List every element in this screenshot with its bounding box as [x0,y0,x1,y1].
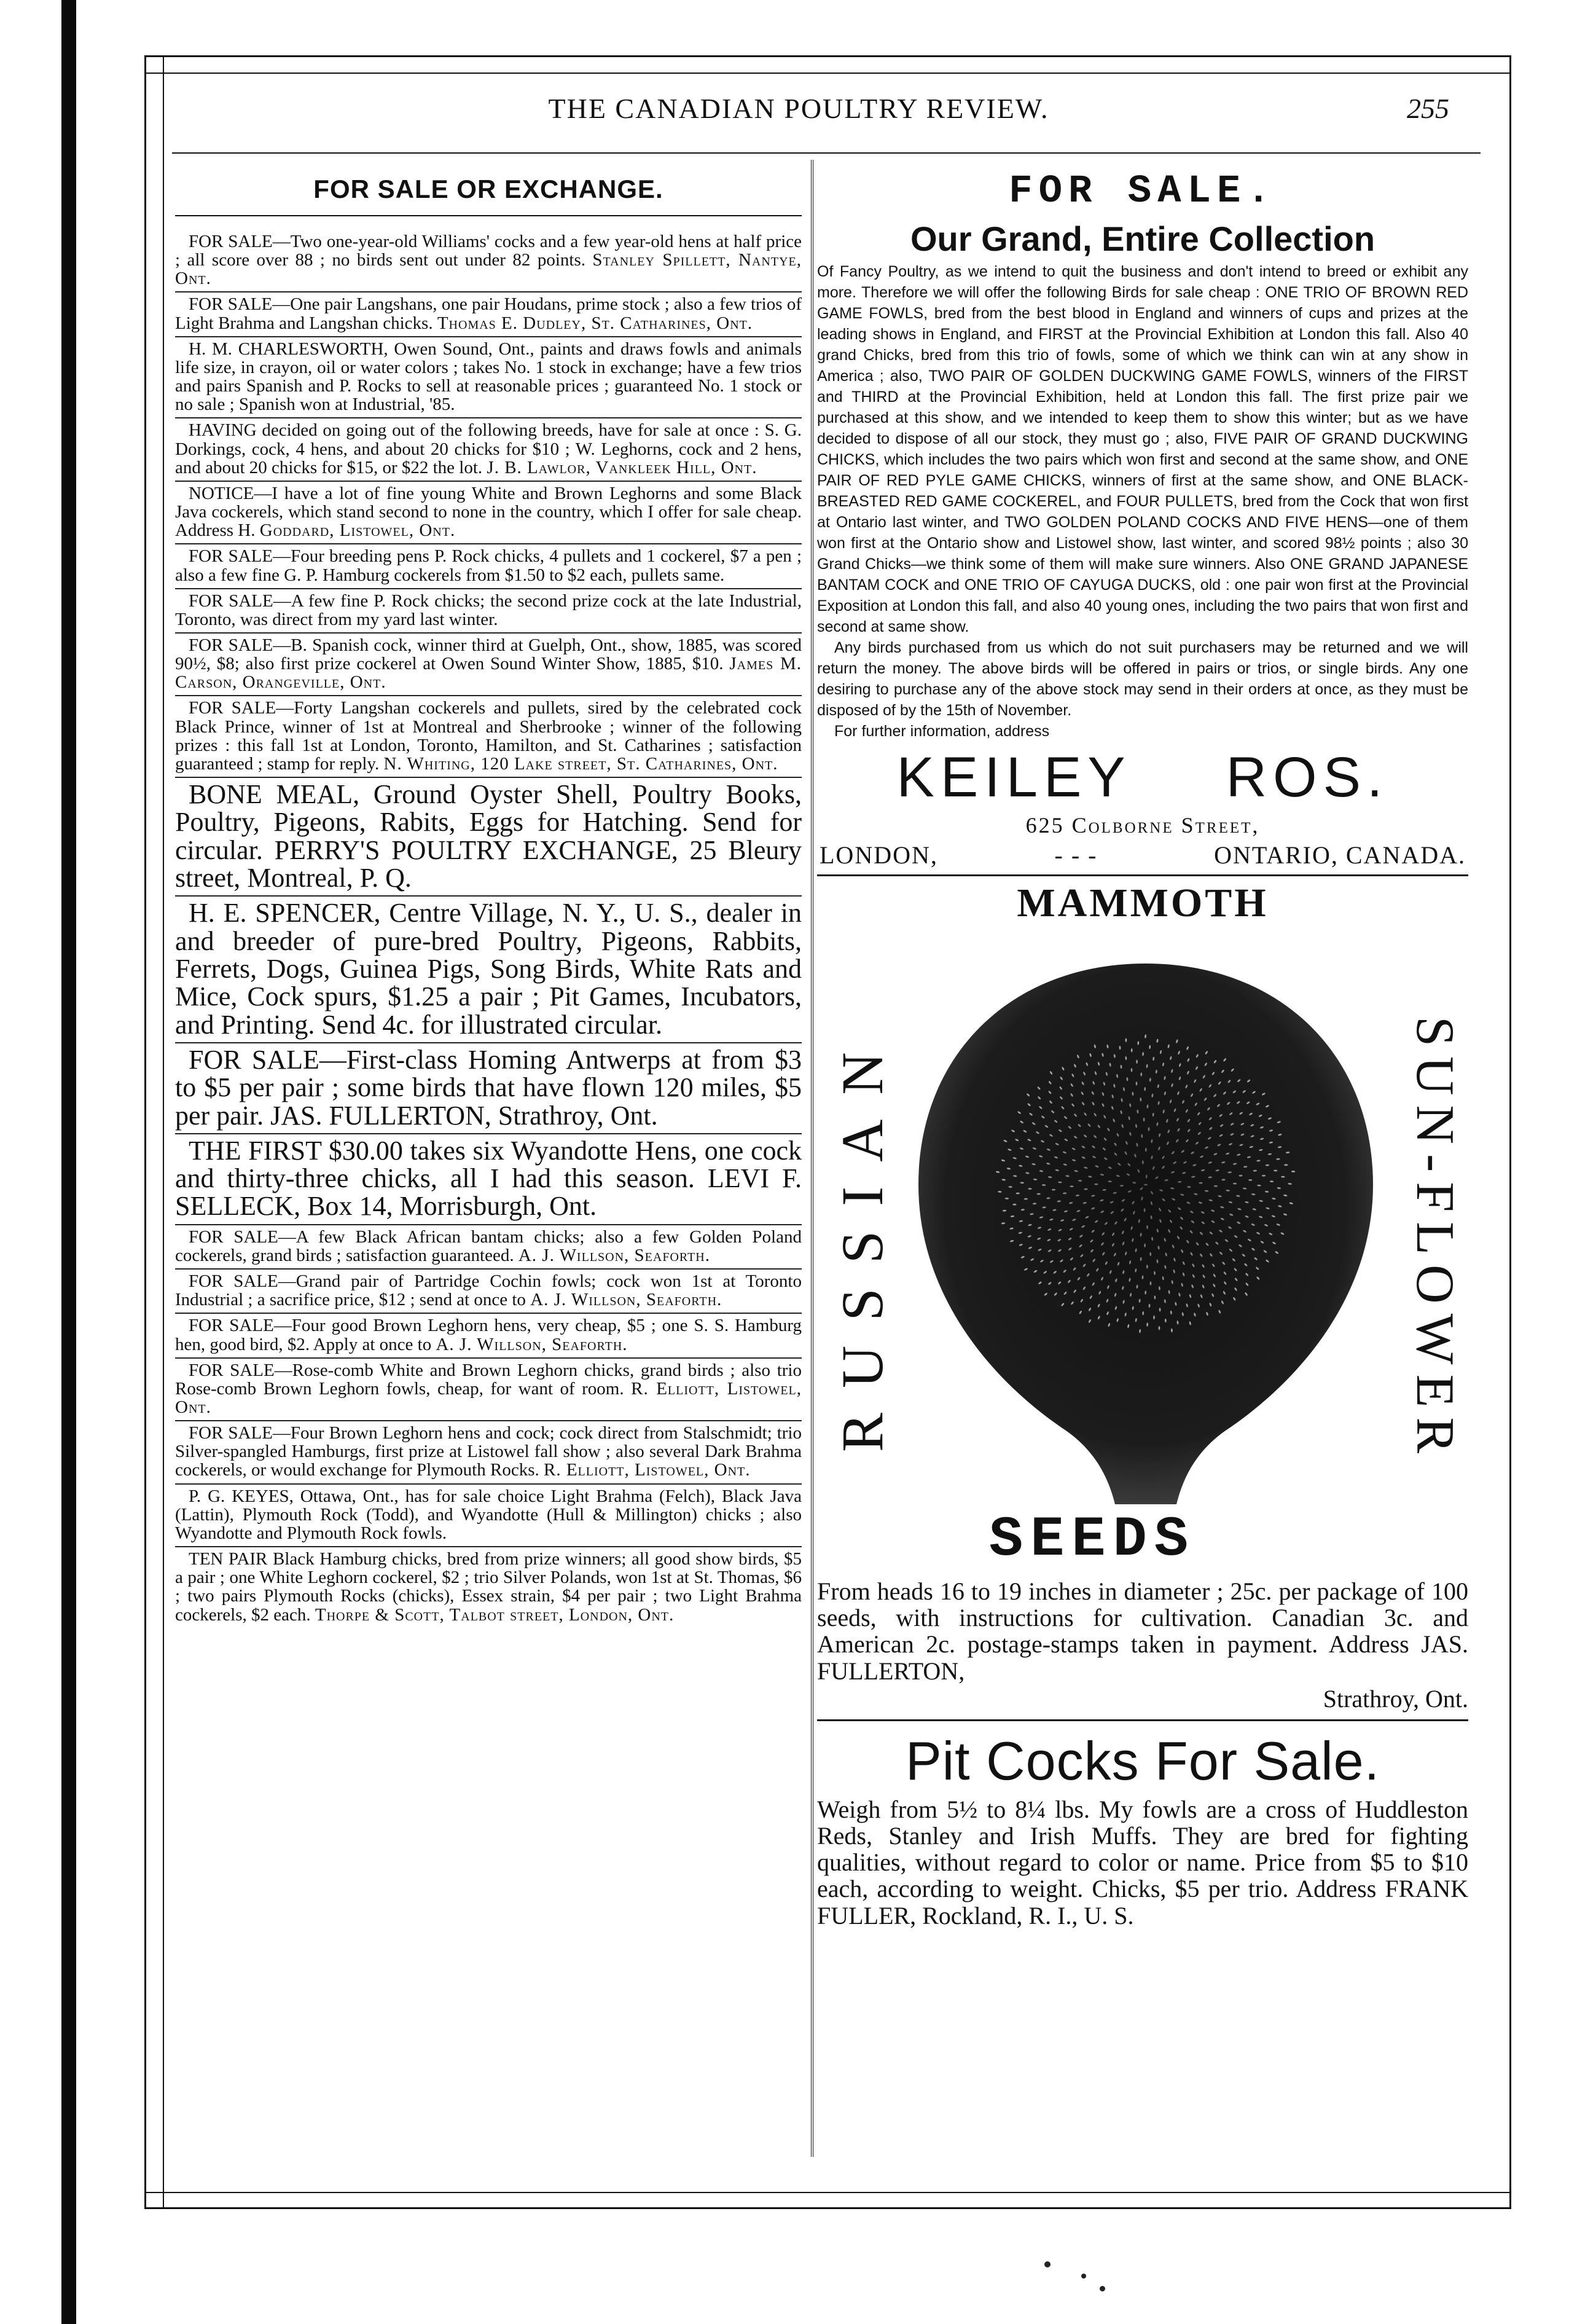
ad-text: H. M. CHARLESWORTH, Owen Sound, Ont., paints and draws fowls and animals life size, in crayon, oil or water colors ; takes No. 1 stock in exchange; have a few trios and pairs Spanish and P. Rocks to sell at reasonable prices ; guaranteed No. 1 stock or no sale ; Spanish won at Industrial, '85. [175,339,802,415]
seeds-ad-text: From heads 16 to 19 inches in diameter ; 25c. per package of 100 seeds, with instructions for cultivation. Canadian 3c. and American 2c. postage-stamps taken in payment. Address JAS. FULLERTON, [817,1577,1468,1685]
firm-province: ONTARIO, CANADA. [1214,841,1466,869]
classified-ad [175,336,802,418]
seeds-ad-signature: Strathroy, Ont. [1323,1684,1468,1713]
classified-ad [175,1042,802,1133]
ad-text: FOR SALE—Four breeding pens P. Rock chicks, 4 pullets and 1 cockerel, $7 a pen ; also a few fine G. P. Hamburg cockerels from $1.50 to $2 each, pullets same. [175,546,802,585]
classified-ad [175,230,802,291]
firm-city: LONDON, [820,841,938,869]
right-column-ads [817,166,1468,1929]
ad-text: FOR SALE—Rose-comb White and Brown Leghorn chicks, grand birds ; also trio Rose-comb Brown Leghorn fowls, cheap, for want of room. [175,1360,802,1399]
ad-signature: A. J. Willson, Seaforth. [518,1245,710,1265]
collection-body: Of Fancy Poultry, as we intend to quit the business and don't intend to breed or exhibit any more. Therefore we will offer the following Birds for sale cheap : ONE TRIO OF BROWN RED GAME FOWLS, bred from the best blood in England and winners of cups and prizes at the leading shows in England, and FIRST at the Provincial Exhibition at London this fall. Also 40 grand Chicks, bred from this trio of fowls, some of which we think can win at any show in America ; also, TWO PAIR OF GOLDEN DUCKWING GAME FOWLS, winners of the FIRST and THIRD at the Provincial Exhibition, held at London this fall. The first prize pair we purchased at this show, and we intended to keep them to show this winter; but as we have decided to dispose of all our stock, they must go ; also, FIVE PAIR OF GRAND DUCKWING CHICKS, which includes the two pairs which won first and second at the same show, and ONE PAIR OF RED PYLE GAME CHICKS, winners of first at the same show, and ONE BLACK-BREASTED RED GAME COCKEREL, and FOUR PULLETS, bred from the Cock that won first at Ontario last winter, and TWO GOLDEN POLAND COCKS AND FIVE HENS—one of them won first at the Ontario show and Listowel show, last winter, and scored 98½ points ; also 30 Grand Chicks—we think some of them will make sure winners. Also ONE GRAND JAPANESE BANTAM COCK and ONE TRIO OF CAYUGA DUCKS, old : one pair won first at the Provincial Exposition at London this fall, and also 40 young ones, including the two pairs that won first and second at same show. [817,263,1468,635]
classified-ad [175,543,802,587]
collection-body-address: For further information, address [834,723,1050,740]
classified-ad [175,1420,802,1483]
collection-body-terms: Any birds purchased from us which do not suit purchasers may be returned and we will return the money. The above birds will be offered in pairs or trios, or single birds. Any one desiring to purchase any of the above stock may send in their orders at once, as they must be disposed of by the 15th of November. [817,639,1468,719]
ad-text: HAVING decided on going out of the following breeds, have for sale at once : S. G. Dorkings, cock, 4 hens, and about 20 chicks for $10 ; W. Leghorns, cock and 2 hens, and about 20 chicks for $15, or $22 the lot. [175,420,802,477]
ad-signature: Stanley Spillett, Nantye, Ont. [175,250,802,289]
ad-text: TEN PAIR Black Hamburg chicks, bred from prize winners; all good show birds, $5 a pair ; one White Leghorn cockerel, $2 ; trio Silver Polands, won 1st at St. Thomas, $6 ; two pairs Plymouth Rocks (chicks), Essex strain, $4 per pair ; two Light Brahma cockerels, $2 each. [175,1549,802,1625]
ad-signature: J. B. Lawlor, Vankleek Hill, Ont. [487,457,757,477]
ink-speck [1044,2261,1051,2267]
ad-signature: Thomas E. Dudley, St. Catharines, Ont. [437,313,753,333]
ad-signature: Thorpe & Scott, Talbot street, London, Ont. [315,1604,675,1625]
ad-text: FOR SALE—First-class Homing Antwerps at from $3 to $5 per pair ; some birds that have flown 120 miles, $5 per pair. JAS. FULLERTON, Strathroy, Ont. [175,1044,802,1131]
ad-text: BONE MEAL, Ground Oyster Shell, Poultry Books, Poultry, Pigeons, Rabits, Eggs for Hatching. Send for circular. PERRY'S POULTRY EXCHANGE, 25 Bleury street, Montreal, P. Q. [175,779,802,893]
page-number: 255 [1407,93,1449,124]
ad-signature: R. Elliott, Listowel, Ont. [544,1460,751,1480]
ad-signature: James M. Carson, Orangeville, Ont. [175,654,802,693]
sunflower-vertical-text: SUN-FLOWER [1405,1016,1465,1464]
classified-ad [175,1357,802,1420]
frame-left-rule [163,55,164,2209]
section-title-rule [175,215,802,216]
ad-text: NOTICE—I have a lot of fine young White and Brown Leghorns and some Black Java cockerels, which stand second to none in the country, which I offer for sale cheap. Address H. [175,483,802,541]
classified-ad [175,1313,802,1357]
classified-ad [175,1224,802,1268]
left-column-classifieds [175,166,802,1628]
ink-speck [1100,2286,1105,2291]
ad-text: H. E. SPENCER, Centre Village, N. Y., U. S., dealer in and breeder of pure-bred Poultry, Pigeons, Rabbits, Ferrets, Dogs, Guinea Pigs, Song Birds, White Rats and Mice, Cock spurs, $1.25 a pair ; Pit Games, Incubators, and Printing. Send 4c. for illustrated circular. [175,898,802,1040]
for-sale-title: FOR SALE. [1009,170,1277,214]
classified-ad [175,481,802,543]
classified-ad [175,1483,802,1546]
classified-ad [175,1268,802,1313]
section-title: FOR SALE OR EXCHANGE. [313,175,663,203]
pit-cocks-text: Weigh from 5½ to 8¼ lbs. My fowls are a cross of Huddleston Reds, Stanley and Irish Muffs. They are bred for fighting qualities, without regard to color or name. Price from $5 to $10 each, according to weight. Chicks, $5 per trio. Address FRANK FULLER, Rockland, R. I., U. S. [817,1795,1468,1929]
sunflower-head-illustration [906,951,1385,1566]
ad-text: FOR SALE—Grand pair of Partridge Cochin fowls; cock won 1st at Toronto Industrial ; a sacrifice price, $12 ; send at once to [175,1271,802,1310]
ad-text: FOR SALE—B. Spanish cock, winner third at Guelph, Ont., show, 1885, was scored 90½, $8; also first prize cockerel at Owen Sound Winter Show, 1885, $10. [175,635,802,674]
page-binding-shadow [61,0,76,2324]
header-rule [172,152,1481,154]
frame-top-rule [144,73,1511,74]
classified-ad [175,695,802,777]
ad-text: THE FIRST $30.00 takes six Wyandotte Hens, one cock and thirty-three chicks, all I had this season. LEVI F. SELLECK, Box 14, Morrisburgh, Ont. [175,1135,802,1222]
ad-signature: A. J. Willson, Seaforth. [436,1334,628,1354]
ad-list [175,230,802,1628]
sunflower-ad-illustration [817,927,1468,1578]
ad-text: P. G. KEYES, Ottawa, Ont., has for sale choice Light Brahma (Felch), Black Java (Lattin), Plymouth Rock (Todd), and Wyandotte (Hull & Millington) chicks ; also Wyandotte and Plymouth Rock fowls. [175,1486,802,1543]
ad-text: FOR SALE—Two one-year-old Williams' cocks and a few year-old hens at half price ; all score over 88 ; no birds sent out under 82 points. [175,232,802,270]
classified-ad [175,588,802,632]
ad-text: FOR SALE—Forty Langshan cockerels and pullets, sired by the celebrated cock Black Prince, winner of 1st at Montreal and Sherbrooke ; winner of the following prizes : this fall 1st at London, Toronto, Hamilton, and St. Catharines ; satisfaction guaranteed ; stamp for reply. [175,698,802,774]
ad-signature: Goddard, Listowel, Ont. [259,520,456,541]
classified-ad [175,1133,802,1224]
ad-text: FOR SALE—A few Black African bantam chicks; also a few Golden Poland cockerels, grand birds ; satisfaction guaranteed. [175,1227,802,1265]
firm-city-line [817,841,1468,876]
ink-speck [1081,2274,1086,2279]
classified-ad [175,777,802,895]
column-divider [811,160,813,2157]
classified-ad [175,417,802,480]
classified-ad [175,291,802,336]
classified-ad [175,895,802,1042]
ad-text: FOR SALE—Four Brown Leghorn hens and cock; cock direct from Stalschmidt; trio Silver-spangled Hamburgs, first prize at Listowel fall show ; also several Dark Brahma cockerels, or would exchange for Plymouth Rocks. [175,1423,802,1480]
ad-text: FOR SALE—A few fine P. Rock chicks; the second prize cock at the late Industrial, Toronto, was direct from my yard last winter. [175,591,802,629]
ad-signature: R. Elliott, Listowel, Ont. [175,1378,802,1417]
running-title: THE CANADIAN POULTRY REVIEW. [548,93,1049,124]
firm-name: KEILEY ROS. [896,746,1389,809]
russian-vertical-text: RUSSIAN [829,1027,895,1453]
classified-ad [175,632,802,695]
frame-bottom-rule [144,2192,1511,2193]
mammoth-heading: MAMMOTH [1017,881,1269,925]
seeds-heading: SEEDS [989,1507,1196,1572]
pit-cocks-title: Pit Cocks For Sale. [905,1730,1380,1791]
ad-text: FOR SALE—Four good Brown Leghorn hens, very cheap, $5 ; one S. S. Hamburg hen, good bird, $2. Apply at once to [175,1316,802,1354]
ad-text: FOR SALE—One pair Langshans, one pair Houdans, prime stock ; also a few trios of Light Brahma and Langshan chicks. [175,294,802,333]
classified-ad [175,1546,802,1628]
collection-title: Our Grand, Entire Collection [910,219,1375,258]
ad-signature: A. J. Willson, Seaforth. [530,1290,722,1310]
firm-street: 625 Colborne Street, [1025,813,1260,838]
city-dashes: - - - [1054,841,1098,869]
pit-cocks-rule [817,1719,1468,1721]
ad-signature: N. Whiting, 120 Lake street, St. Catharines, Ont. [383,753,778,774]
